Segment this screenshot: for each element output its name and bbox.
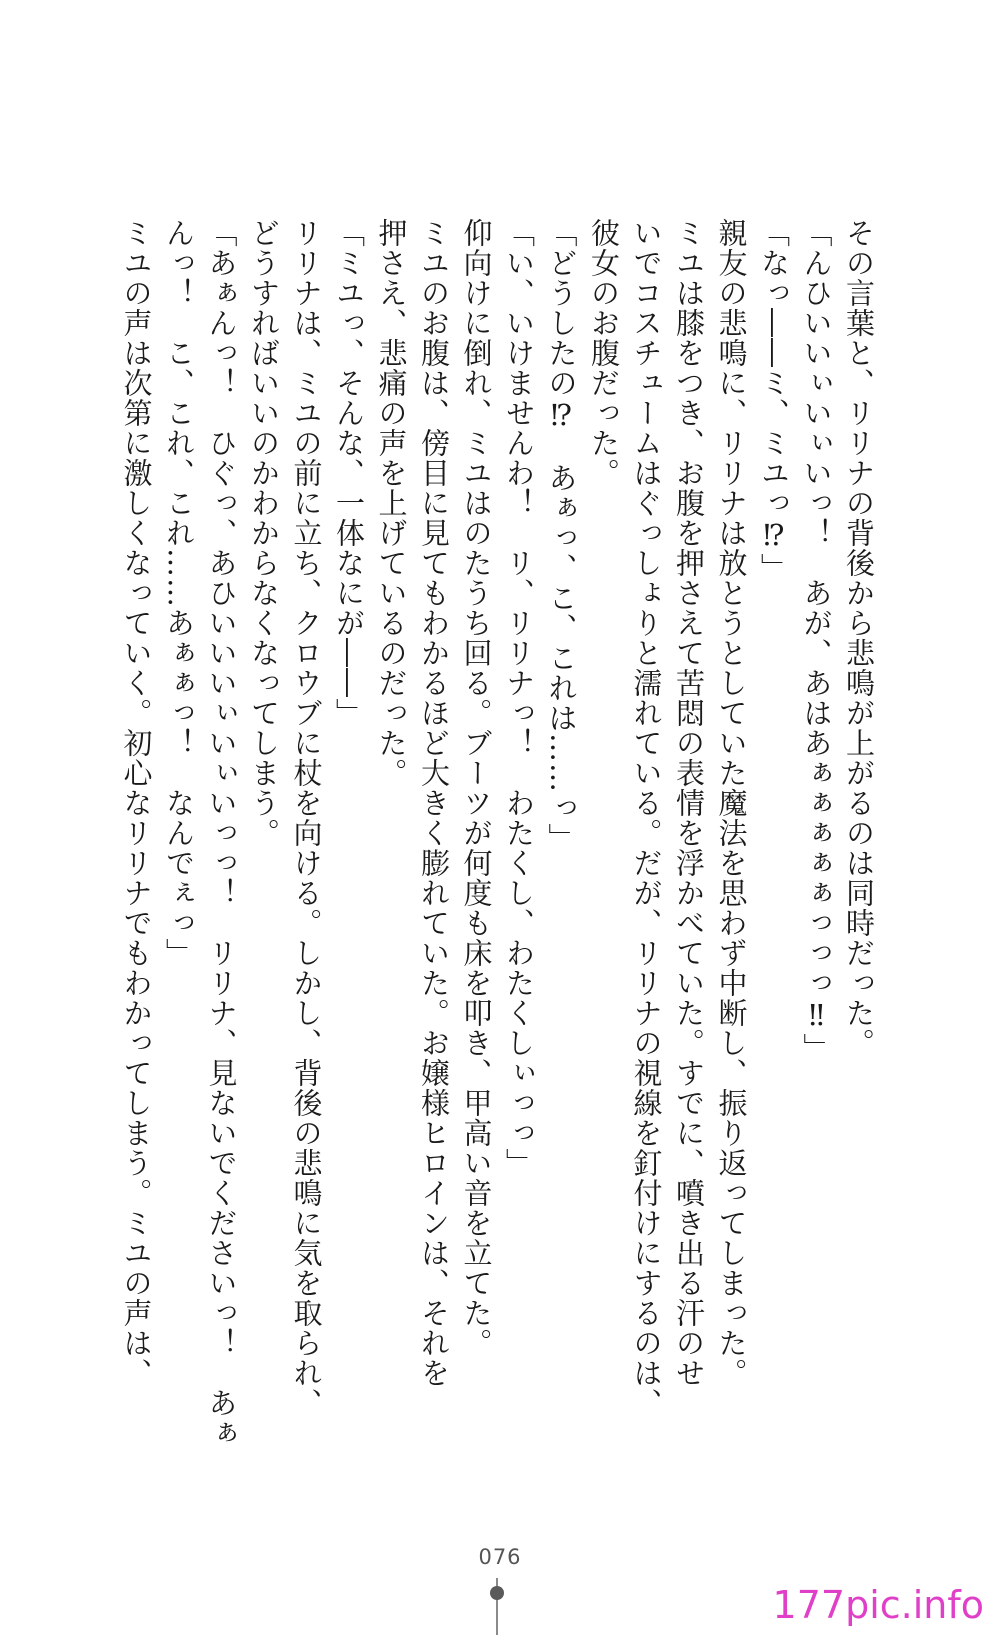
body-line: 「どうしたの⁉ あぁっ、こ、これは……っ」: [544, 218, 579, 853]
body-line: 「ミユっ、そんな、一体なにが――」: [332, 218, 366, 728]
body-line: どうすればいいのかわからなくなってしまう。: [247, 218, 281, 848]
novel-body-text: [115, 218, 880, 1448]
watermark: 177pic.info: [772, 1583, 984, 1627]
body-line: 押さえ、悲痛の声を上げているのだった。: [374, 218, 409, 788]
body-line: ミユは膝をつき、お腹を押さえて苦悶の表情を浮かべていた。すでに、噴き出る汗のせ: [672, 218, 706, 1388]
body-line: 親友の悲鳴に、リリナは放とうとしていた魔法を思わず中断し、振り返ってしまった。: [714, 218, 749, 1388]
body-line: その言葉と、リリナの背後から悲鳴が上がるのは同時だった。: [842, 218, 876, 1058]
body-line: ミユのお腹は、傍目に見てもわかるほど大きく膨れていた。お嬢様ヒロインは、それを: [417, 218, 451, 1388]
page-number: 076: [478, 1545, 522, 1569]
body-line: 彼女のお腹だった。: [587, 218, 621, 488]
body-line: リリナは、ミユの前に立ち、クロウブに杖を向ける。しかし、背後の悲鳴に気を取られ、: [289, 218, 324, 1418]
body-line: んっ！ こ、これ、これ……あぁぁっ！ なんでぇっ」: [162, 218, 196, 968]
body-line: いでコスチュームはぐっしょりと濡れている。だが、リリナの視線を釘付けにするのは、: [629, 218, 664, 1418]
body-line: 仰向けに倒れ、ミユはのたうち回る。ブーツが何度も床を叩き、甲高い音を立てた。: [459, 218, 494, 1358]
body-line: ミユの声は次第に激しくなっていく。初心なリリナでもわかってしまう。ミユの声は、: [119, 218, 154, 1388]
body-line: 「い、いけませんわ！ リ、リリナっ！ わたくし、わたくしぃっっ」: [502, 218, 536, 1178]
body-line: 「んひいいぃいぃいっ！ あが、あはあぁぁぁぁぁっっっ‼」: [799, 218, 834, 1063]
footer-dot-ornament: [490, 1586, 504, 1600]
body-line: 「なっ――ミ、ミユっ⁉」: [757, 218, 791, 583]
body-line: 「あぁんっ！ ひぐっ、あひいいいぃいぃいっっ！ リリナ、見ないでくださいっ！ あぁ: [204, 218, 239, 1448]
